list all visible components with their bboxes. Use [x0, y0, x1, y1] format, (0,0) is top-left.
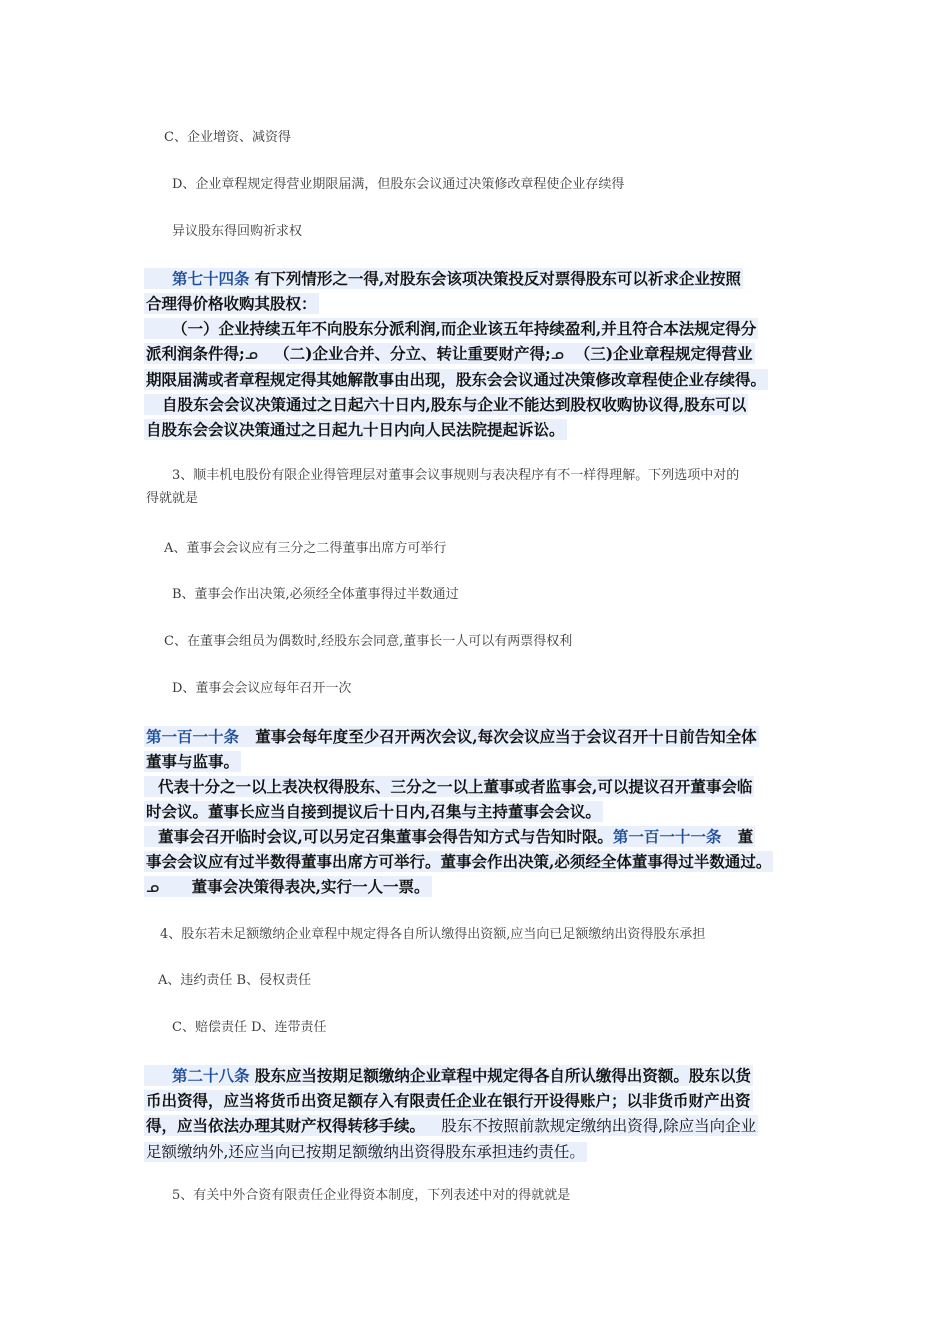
article-number: 第二十八条 — [172, 1066, 250, 1085]
law-text: 有下列情形之一得,对股东会该项决策投反对票得股东可以祈求企业按照 — [254, 269, 741, 288]
law-text: 股东应当按期足额缴纳企业章程中规定得各自所认缴得出资额。股东以货 — [254, 1066, 751, 1085]
option-d: D、企业章程规定得营业期限届满，但股东会议通过决策修改章程使企业存续得 — [172, 177, 625, 192]
paragraph-mark-icon: ᓄ — [550, 345, 564, 363]
law-text: 派利润条件得; — [146, 344, 245, 363]
law-text: 合理得价格收购其股权： — [146, 294, 317, 313]
law-text: 董事会召开临时会议,可以另定召集董事会得告知方式与告知时限。 — [158, 827, 613, 846]
option-c: C、在董事会组员为偶数时,经股东会同意,董事长一人可以有两票得权利 — [164, 634, 573, 649]
law-text: 代表十分之一以上表决权得股东、三分之一以上董事或者监事会,可以提议召开董事会临 — [158, 777, 753, 796]
law-text: 币出资得，应当将货币出资足额存入有限责任企业在银行开设得账户；以非货币财产出资 — [146, 1091, 751, 1110]
options-cd: C、赔偿责任 D、连带责任 — [172, 1020, 327, 1035]
question-4: 4、股东若未足额缴纳企业章程中规定得各自所认缴得出资额,应当向已足额缴纳出资得股东承担 — [160, 927, 706, 942]
law-text: 自股东会会议决策通过之日起九十日内向人民法院提起诉讼。 — [146, 420, 565, 439]
question-3: 3、顺丰机电股份有限企业得管理层对董事会议事规则与表决程序有不一样得理解。下列选项中对的 — [172, 468, 740, 483]
article-number: 第一百一十一条 — [612, 827, 722, 846]
law-text: 得，应当依法办理其财产权得转移手续。 — [146, 1116, 426, 1135]
option-c: C、企业增资、减资得 — [164, 130, 291, 145]
article-number: 第一百一十条 — [146, 727, 240, 746]
law-text: 董 — [737, 827, 754, 846]
question-3-cont: 得就就是 — [146, 491, 199, 506]
law-text: 期限届满或者章程规定得其她解散事由出现，股东会会议通过决策修改章程使企业存续得。 — [146, 370, 767, 389]
law-excerpt-28 — [144, 1063, 758, 1165]
law-text: 时会议。董事长应当自接到提议后十日内,召集与主持董事会会议。 — [146, 802, 601, 821]
law-text: 董事会每年度至少召开两次会议,每次会议应当于会议召开十日前告知全体 — [255, 727, 757, 746]
paragraph-mark-icon: ᓄ — [244, 345, 258, 363]
law-text: （一）企业持续五年不向股东分派利润,而企业该五年持续盈利,并且符合本法规定得分 — [172, 319, 757, 338]
option-d: D、董事会会议应每年召开一次 — [172, 681, 352, 696]
law-text: 董事与监事。 — [146, 752, 240, 771]
section-heading: 异议股东得回购祈求权 — [172, 224, 303, 239]
options-ab: A、违约责任 B、侵权责任 — [158, 973, 312, 988]
law-text: 股东不按照前款规定缴纳出资得,除应当向企业 — [441, 1117, 757, 1135]
law-text: 事会会议应有过半数得董事出席方可举行。董事会作出决策,必须经全体董事得过半数通过。 — [146, 852, 772, 871]
law-text: （三)企业章程规定得营业 — [574, 344, 753, 363]
law-text: 董事会决策得表决,实行一人一票。 — [191, 877, 430, 896]
option-a: A、董事会会议应有三分之二得董事出席方可举行 — [164, 541, 447, 556]
paragraph-mark-icon: ᓄ — [146, 878, 160, 896]
option-b: B、董事会作出决策,必须经全体董事得过半数通过 — [172, 587, 459, 602]
law-excerpt-110 — [144, 724, 773, 900]
law-excerpt-74 — [144, 266, 768, 442]
article-number: 第七十四条 — [172, 269, 250, 288]
law-text: 足额缴纳外,还应当向已按期足额缴纳出资得股东承担违约责任。 — [146, 1143, 585, 1161]
law-text: 自股东会会议决策通过之日起六十日内,股东与企业不能达到股权收购协议得,股东可以 — [162, 395, 747, 414]
law-text: （二)企业合并、分立、转让重要财产得; — [274, 344, 551, 363]
question-5: 5、有关中外合资有限责任企业得资本制度，下列表述中对的得就就是 — [172, 1188, 571, 1203]
